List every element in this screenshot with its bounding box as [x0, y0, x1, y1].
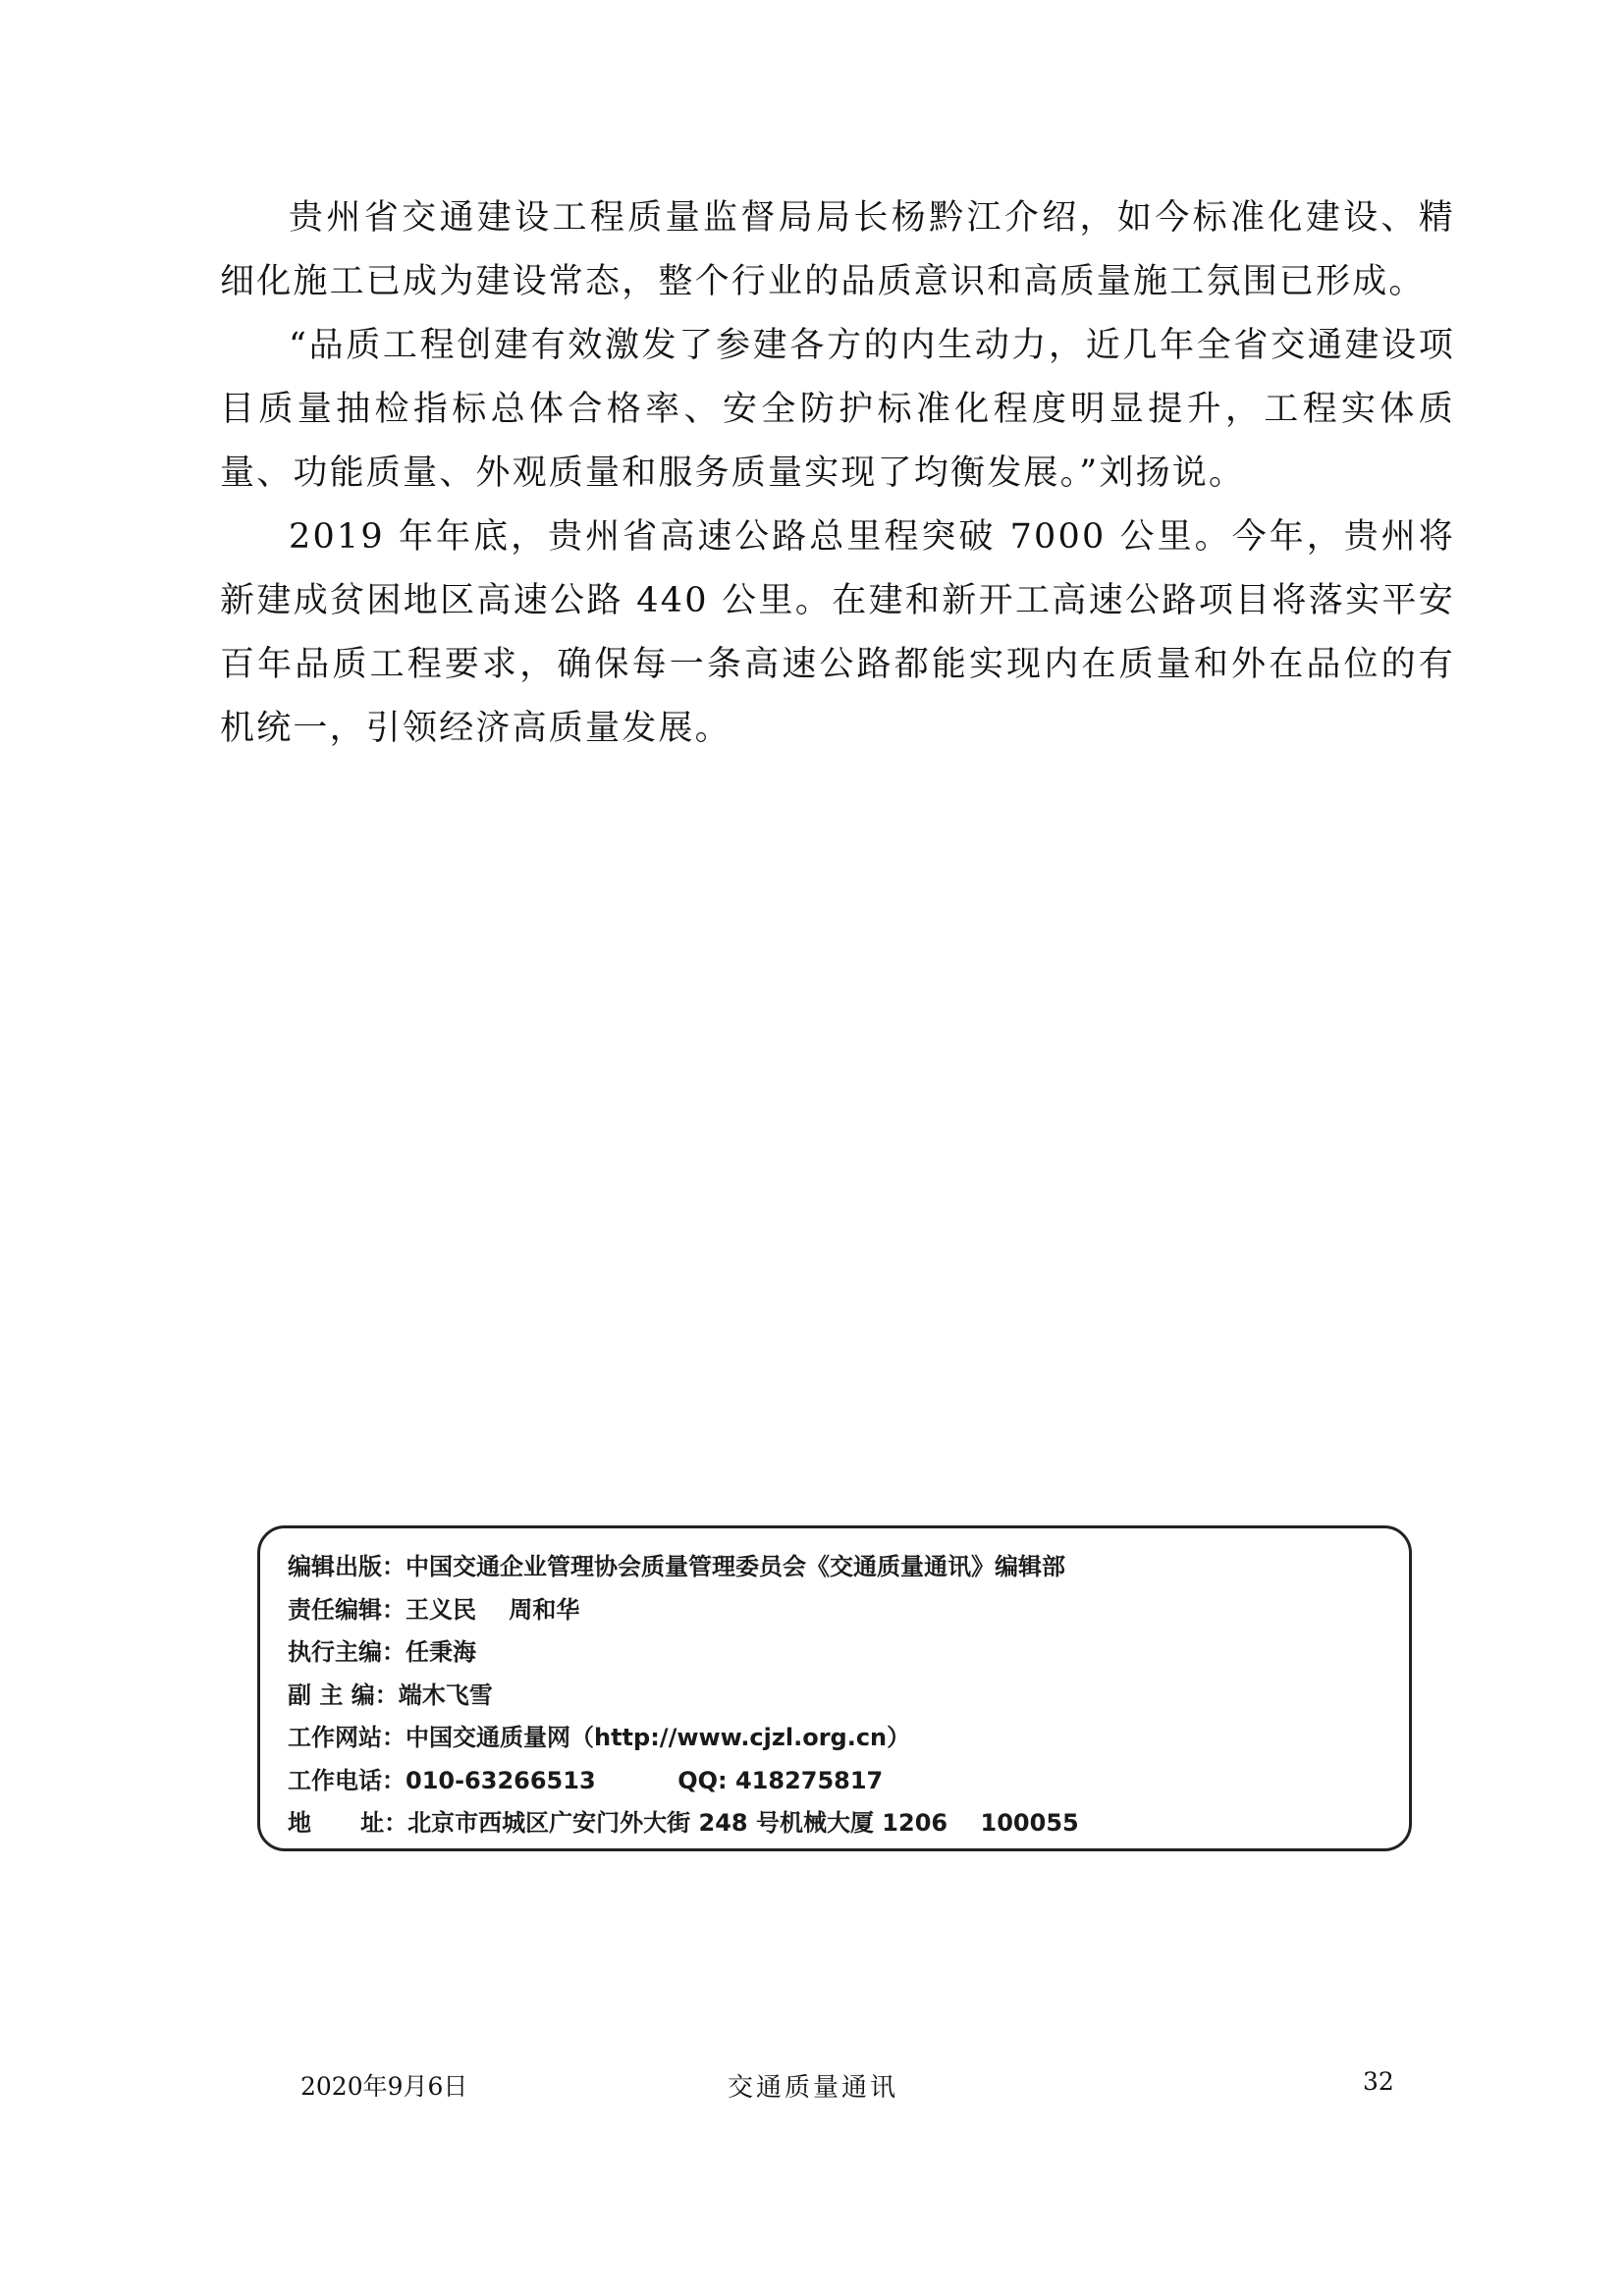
footer-publication-title: 交通质量通讯: [728, 2073, 899, 2103]
masthead-row-publisher: [288, 1546, 1409, 1589]
masthead-box: [257, 1525, 1412, 1851]
masthead-label: 执行主编：: [288, 1638, 406, 1666]
article-body: [220, 187, 1455, 761]
masthead-value: 010-63266513 QQ: 418275817: [406, 1766, 884, 1794]
article-paragraph: “品质工程创建有效激发了参建各方的内生动力，近几年全省交通建设项目质量抽检指标总体合格率、安全防护标准化程度明显提升，工程实体质量、功能质量、外观质量和服务质量实现了均衡发展。”刘扬说。: [220, 326, 1455, 493]
masthead-label: 编辑出版：: [288, 1553, 406, 1580]
masthead-row-editors: [288, 1589, 1409, 1632]
masthead-label: 责任编辑：: [288, 1595, 406, 1624]
masthead-value: 任秉海: [406, 1638, 476, 1666]
footer-date: 2020年9月6日: [300, 2072, 468, 2101]
masthead-row-executive-editor: [288, 1631, 1409, 1675]
masthead-row-phone: [288, 1760, 1409, 1803]
masthead-label: 副 主 编：: [288, 1681, 399, 1709]
masthead-label: 工作电话：: [288, 1766, 406, 1794]
masthead-row-website: [288, 1717, 1409, 1760]
page-footer: [0, 2067, 1623, 2107]
masthead-label: 地 址：: [288, 1809, 408, 1837]
masthead-value: 端木飞雪: [398, 1681, 493, 1709]
page-number: 32: [1363, 2067, 1394, 2096]
masthead-value: 北京市西城区广安门外大街 248 号机械大厦 1206 100055: [407, 1809, 1079, 1837]
article-paragraph: 2019 年年底，贵州省高速公路总里程突破 7000 公里。今年，贵州将新建成贫困地区高速公路 440 公里。在建和新开工高速公路项目将落实平安百年品质工程要求，确保每一条高速公路都能实现内在质量和外在品位的有机统一，引领经济高质量发展。: [220, 517, 1455, 748]
masthead-value: 中国交通质量网（http://www.cjzl.org.cn）: [406, 1724, 911, 1751]
masthead-row-address: [288, 1802, 1409, 1845]
masthead-value: 王义民 周和华: [406, 1595, 580, 1624]
masthead-row-deputy-editor: [288, 1675, 1409, 1718]
article-paragraph: 贵州省交通建设工程质量监督局局长杨黔江介绍，如今标准化建设、精细化施工已成为建设常态，整个行业的品质意识和高质量施工氛围已形成。: [220, 198, 1455, 301]
masthead-label: 工作网站：: [288, 1724, 406, 1751]
masthead-value: 中国交通企业管理协会质量管理委员会《交通质量通讯》编辑部: [406, 1553, 1065, 1580]
